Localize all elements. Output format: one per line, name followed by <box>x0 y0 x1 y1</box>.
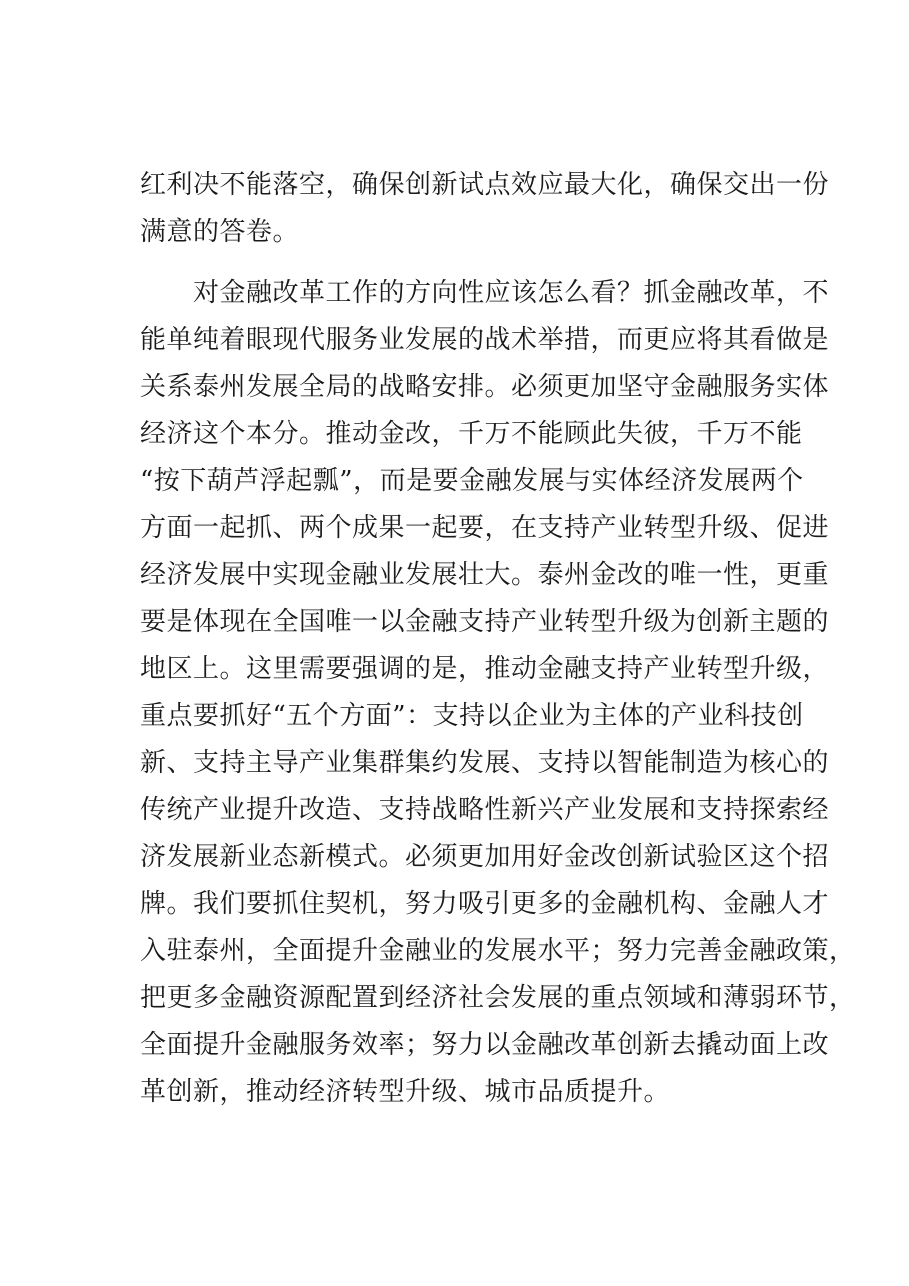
text-line: 重点要抓好“五个方面”：支持以企业为主体的产业科技创 <box>140 701 804 731</box>
text-line: 新、支持主导产业集群集约发展、支持以智能制造为核心的 <box>140 748 830 778</box>
text-line: 要是体现在全国唯一以金融支持产业转型升级为创新主题的 <box>140 607 830 637</box>
text-line: 能单纯着眼现代服务业发展的战术举措，而更应将其看做是 <box>140 325 830 355</box>
text-line: 红利决不能落空，确保创新试点效应最大化，确保交出一份 <box>140 170 830 200</box>
document-body <box>140 162 856 1116</box>
text-line: 入驻泰州，全面提升金融业的发展水平；努力完善金融政策， <box>140 936 856 966</box>
text-line: 关系泰州发展全局的战略安排。必须更加坚守金融服务实体 <box>140 372 830 402</box>
paragraph-gap <box>140 256 780 270</box>
text-line: 方面一起抓、两个成果一起要，在支持产业转型升级、促进 <box>140 513 830 543</box>
text-line: 济发展新业态新模式。必须更加用好金改创新试验区这个招 <box>140 842 830 872</box>
paragraph-2 <box>140 270 856 1116</box>
paragraph-1 <box>140 162 830 256</box>
text-line: 满意的答卷。 <box>140 217 300 247</box>
text-line: 经济这个本分。推动金改，千万不能顾此失彼，千万不能 <box>140 419 803 449</box>
text-line: 革创新，推动经济转型升级、城市品质提升。 <box>140 1077 671 1107</box>
text-line: 全面提升金融服务效率；努力以金融改革创新去撬动面上改 <box>140 1030 830 1060</box>
text-line: “按下葫芦浮起瓢”，而是要金融发展与实体经济发展两个 <box>140 466 804 496</box>
text-line: 牌。我们要抓住契机，努力吸引更多的金融机构、金融人才 <box>140 889 830 919</box>
text-line: 对金融改革工作的方向性应该怎么看？抓金融改革，不 <box>140 278 830 308</box>
text-line: 地区上。这里需要强调的是，推动金融支持产业转型升级， <box>140 654 830 684</box>
text-line: 把更多金融资源配置到经济社会发展的重点领域和薄弱环节， <box>140 983 856 1013</box>
text-line: 传统产业提升改造、支持战略性新兴产业发展和支持探索经 <box>140 795 830 825</box>
text-line: 经济发展中实现金融业发展壮大。泰州金改的唯一性，更重 <box>140 560 830 590</box>
